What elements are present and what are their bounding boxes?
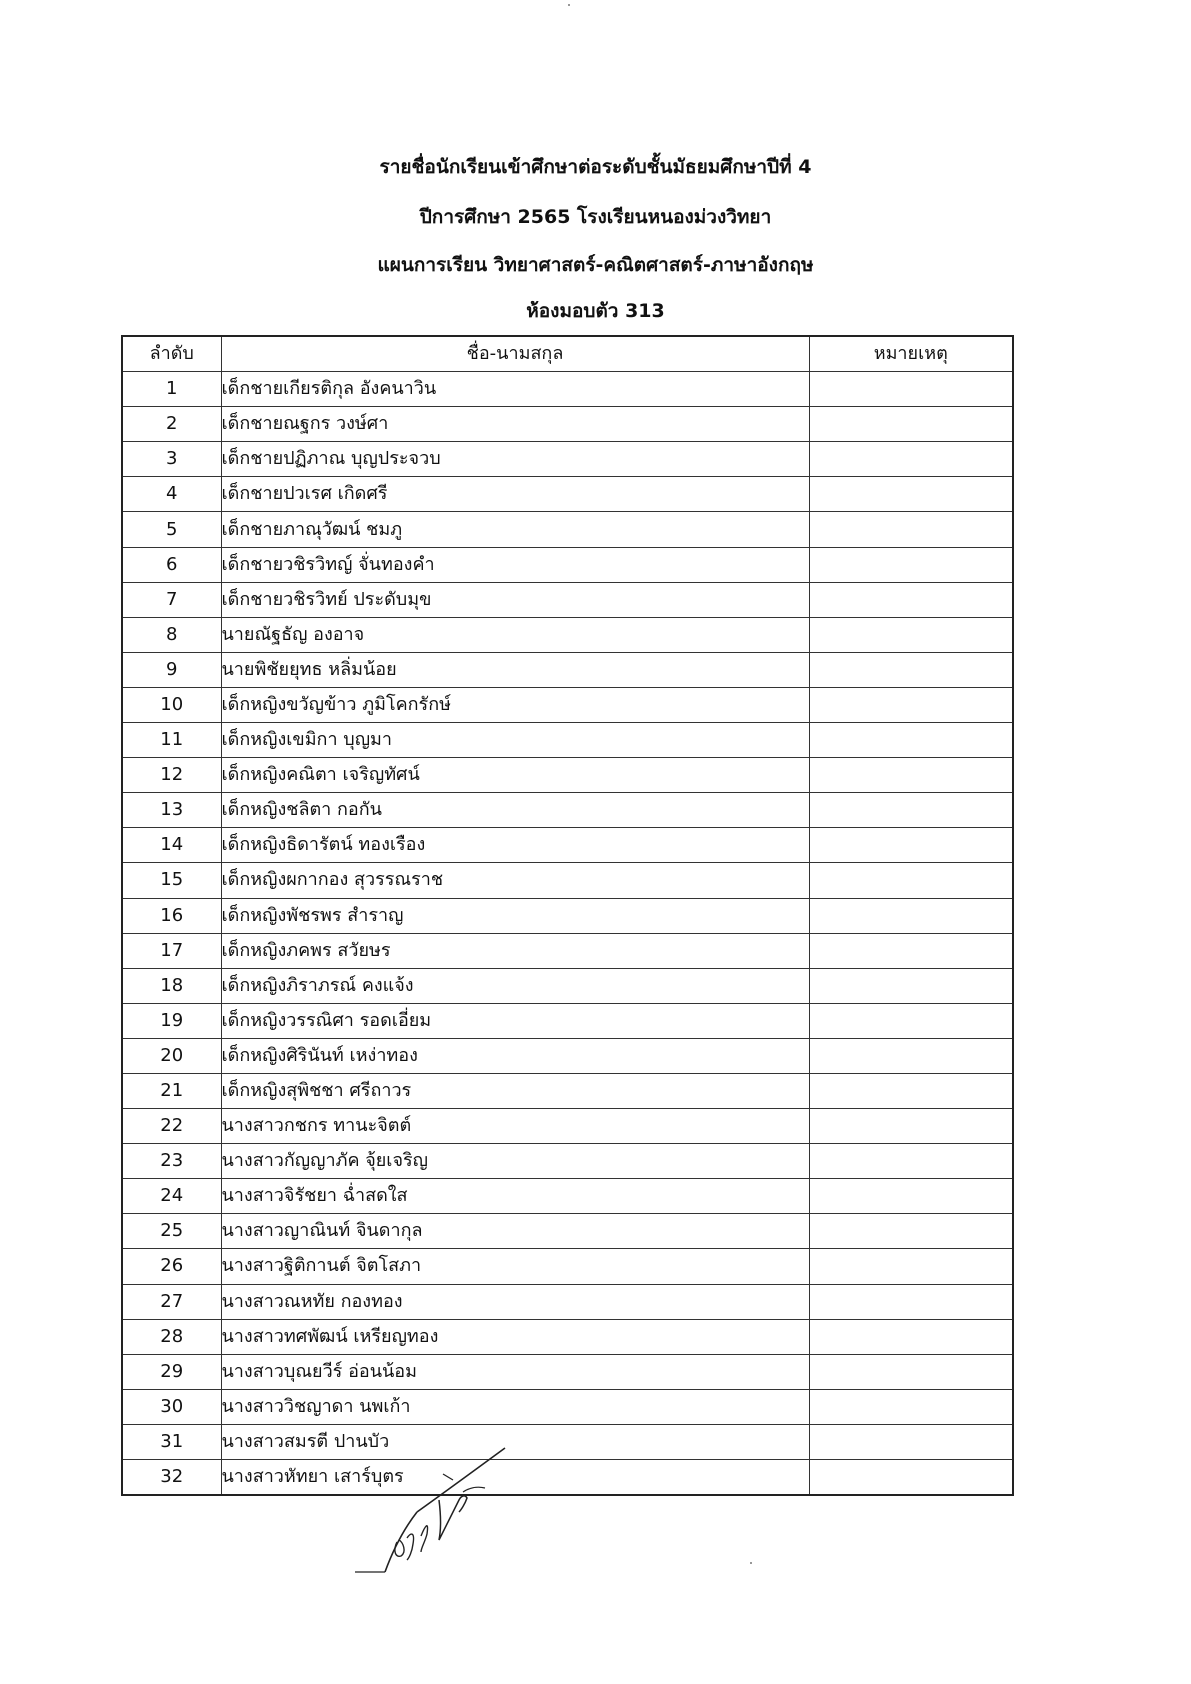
table-row [122, 898, 1013, 933]
row-note [809, 1073, 1013, 1108]
row-note [809, 372, 1013, 407]
student-name: นางสาวจิรัชยา ฉ่ำสดใส [221, 1179, 809, 1214]
column-header-note: หมายเหตุ [809, 336, 1013, 372]
row-note [809, 828, 1013, 863]
row-number: 31 [122, 1424, 221, 1459]
row-number: 24 [122, 1179, 221, 1214]
document-subtitle-academic-year: ปีการศึกษา 2565 โรงเรียนหนองม่วงวิทยา [419, 206, 772, 228]
table-row [122, 582, 1013, 617]
column-header-number: ลำดับ [122, 336, 221, 372]
student-name: เด็กหญิงธิดารัตน์ ทองเรือง [221, 828, 809, 863]
row-number: 19 [122, 1003, 221, 1038]
table-row [122, 1354, 1013, 1389]
student-name: เด็กหญิงเขมิกา บุญมา [221, 723, 809, 758]
table-row [122, 547, 1013, 582]
row-number: 6 [122, 547, 221, 582]
student-name: เด็กหญิงสุพิชชา ศรีถาวร [221, 1073, 809, 1108]
row-number: 3 [122, 442, 221, 477]
row-number: 32 [122, 1460, 221, 1496]
row-note [809, 1038, 1013, 1073]
table-row [122, 1003, 1013, 1038]
scan-speck [750, 1562, 752, 1564]
row-number: 9 [122, 652, 221, 687]
row-note [809, 1460, 1013, 1496]
row-note [809, 652, 1013, 687]
row-note [809, 1424, 1013, 1459]
row-note [809, 1284, 1013, 1319]
row-note [809, 863, 1013, 898]
student-name: เด็กหญิงชลิตา กอกัน [221, 793, 809, 828]
table-row [122, 1038, 1013, 1073]
row-note [809, 617, 1013, 652]
student-name: เด็กหญิงศิรินันท์ เหง่าทอง [221, 1038, 809, 1073]
row-number: 12 [122, 758, 221, 793]
row-number: 10 [122, 687, 221, 722]
row-note [809, 582, 1013, 617]
table-row [122, 617, 1013, 652]
table-row [122, 1179, 1013, 1214]
row-note [809, 1319, 1013, 1354]
table-row [122, 1284, 1013, 1319]
row-number: 7 [122, 582, 221, 617]
student-name: เด็กหญิงภิราภรณ์ คงแจ้ง [221, 968, 809, 1003]
table-row [122, 1460, 1013, 1496]
student-name: นางสาวกัญญาภัค จุ้ยเจริญ [221, 1144, 809, 1179]
scan-speck [568, 4, 570, 6]
row-note [809, 547, 1013, 582]
row-number: 15 [122, 863, 221, 898]
row-note [809, 898, 1013, 933]
document-subtitle-room: ห้องมอบตัว 313 [526, 300, 665, 322]
row-number: 4 [122, 477, 221, 512]
table-body [122, 372, 1013, 1496]
student-name: เด็กหญิงภคพร สวัยษร [221, 933, 809, 968]
row-note [809, 758, 1013, 793]
student-name: เด็กชายภาณุวัฒน์ ชมภู [221, 512, 809, 547]
row-number: 1 [122, 372, 221, 407]
table-row [122, 687, 1013, 722]
student-name: เด็กหญิงพัชรพร สำราญ [221, 898, 809, 933]
signature [355, 1440, 565, 1580]
document-subtitle-study-plan: แผนการเรียน วิทยาศาสตร์-คณิตศาสตร์-ภาษาอังกฤษ [377, 254, 814, 276]
row-number: 22 [122, 1109, 221, 1144]
table-row [122, 1214, 1013, 1249]
row-note [809, 1003, 1013, 1038]
table-row [122, 652, 1013, 687]
table-row [122, 407, 1013, 442]
table-row [122, 372, 1013, 407]
student-name: เด็กชายปฏิภาณ บุญประจวบ [221, 442, 809, 477]
student-name: เด็กชายวชิรวิทย์ ประดับมุข [221, 582, 809, 617]
table-row [122, 1109, 1013, 1144]
student-name: นางสาวทศพัฒน์ เหรียญทอง [221, 1319, 809, 1354]
student-name: นางสาวญาณินท์ จินดากุล [221, 1214, 809, 1249]
row-note [809, 1354, 1013, 1389]
table-row [122, 1424, 1013, 1459]
student-name: เด็กหญิงผกากอง สุวรรณราช [221, 863, 809, 898]
row-note [809, 793, 1013, 828]
table-row [122, 442, 1013, 477]
row-note [809, 512, 1013, 547]
table-row [122, 723, 1013, 758]
student-name: นายณัฐธัญ องอาจ [221, 617, 809, 652]
row-note [809, 1389, 1013, 1424]
student-name: เด็กชายปวเรศ เกิดศรี [221, 477, 809, 512]
row-note [809, 1249, 1013, 1284]
row-number: 14 [122, 828, 221, 863]
column-header-name: ชื่อ-นามสกุล [221, 336, 809, 372]
student-name: นางสาวกชกร ทานะจิตต์ [221, 1109, 809, 1144]
student-roster-table [121, 335, 1014, 1496]
table-row [122, 793, 1013, 828]
row-note [809, 723, 1013, 758]
row-number: 23 [122, 1144, 221, 1179]
row-note [809, 933, 1013, 968]
table-row [122, 828, 1013, 863]
row-number: 26 [122, 1249, 221, 1284]
row-note [809, 1144, 1013, 1179]
student-name: เด็กหญิงวรรณิศา รอดเอี่ยม [221, 1003, 809, 1038]
row-number: 13 [122, 793, 221, 828]
row-number: 28 [122, 1319, 221, 1354]
table-row [122, 1144, 1013, 1179]
table-row [122, 863, 1013, 898]
row-number: 11 [122, 723, 221, 758]
row-note [809, 1179, 1013, 1214]
student-name: เด็กชายณฐกร วงษ์ศา [221, 407, 809, 442]
student-name: เด็กหญิงขวัญข้าว ภูมิโคกรักษ์ [221, 687, 809, 722]
row-number: 16 [122, 898, 221, 933]
student-name: นายพิชัยยุทธ หลิ่มน้อย [221, 652, 809, 687]
student-name: เด็กหญิงคณิตา เจริญทัศน์ [221, 758, 809, 793]
table-row [122, 1073, 1013, 1108]
row-note [809, 442, 1013, 477]
student-name: นางสาวณหทัย กองทอง [221, 1284, 809, 1319]
student-name: เด็กชายเกียรติกุล อังคนาวิน [221, 372, 809, 407]
row-number: 17 [122, 933, 221, 968]
student-name: นางสาวบุณยวีร์ อ่อนน้อม [221, 1354, 809, 1389]
row-number: 21 [122, 1073, 221, 1108]
row-note [809, 687, 1013, 722]
row-note [809, 407, 1013, 442]
student-name: นางสาวสมรตี ปานบัว [221, 1424, 809, 1459]
row-note [809, 477, 1013, 512]
row-number: 5 [122, 512, 221, 547]
student-name: นางสาวฐิติกานต์ จิตโสภา [221, 1249, 809, 1284]
row-number: 25 [122, 1214, 221, 1249]
table-row [122, 933, 1013, 968]
table-row [122, 1319, 1013, 1354]
table-row [122, 512, 1013, 547]
row-number: 8 [122, 617, 221, 652]
row-number: 18 [122, 968, 221, 1003]
table-row [122, 758, 1013, 793]
table-row [122, 477, 1013, 512]
student-name: เด็กชายวชิรวิทญ์ จั่นทองคำ [221, 547, 809, 582]
table-row [122, 968, 1013, 1003]
table-row [122, 1389, 1013, 1424]
row-note [809, 1214, 1013, 1249]
table-row [122, 1249, 1013, 1284]
table-header-row [122, 336, 1013, 372]
row-number: 30 [122, 1389, 221, 1424]
row-number: 27 [122, 1284, 221, 1319]
row-note [809, 968, 1013, 1003]
row-note [809, 1109, 1013, 1144]
row-number: 29 [122, 1354, 221, 1389]
document-title: รายชื่อนักเรียนเข้าศึกษาต่อระดับชั้นมัธยมศึกษาปีที่ 4 [379, 156, 812, 178]
student-name: นางสาวหัทยา เสาร์บุตร [221, 1460, 809, 1496]
row-number: 20 [122, 1038, 221, 1073]
student-name: นางสาววิชญาดา นพเก้า [221, 1389, 809, 1424]
row-number: 2 [122, 407, 221, 442]
